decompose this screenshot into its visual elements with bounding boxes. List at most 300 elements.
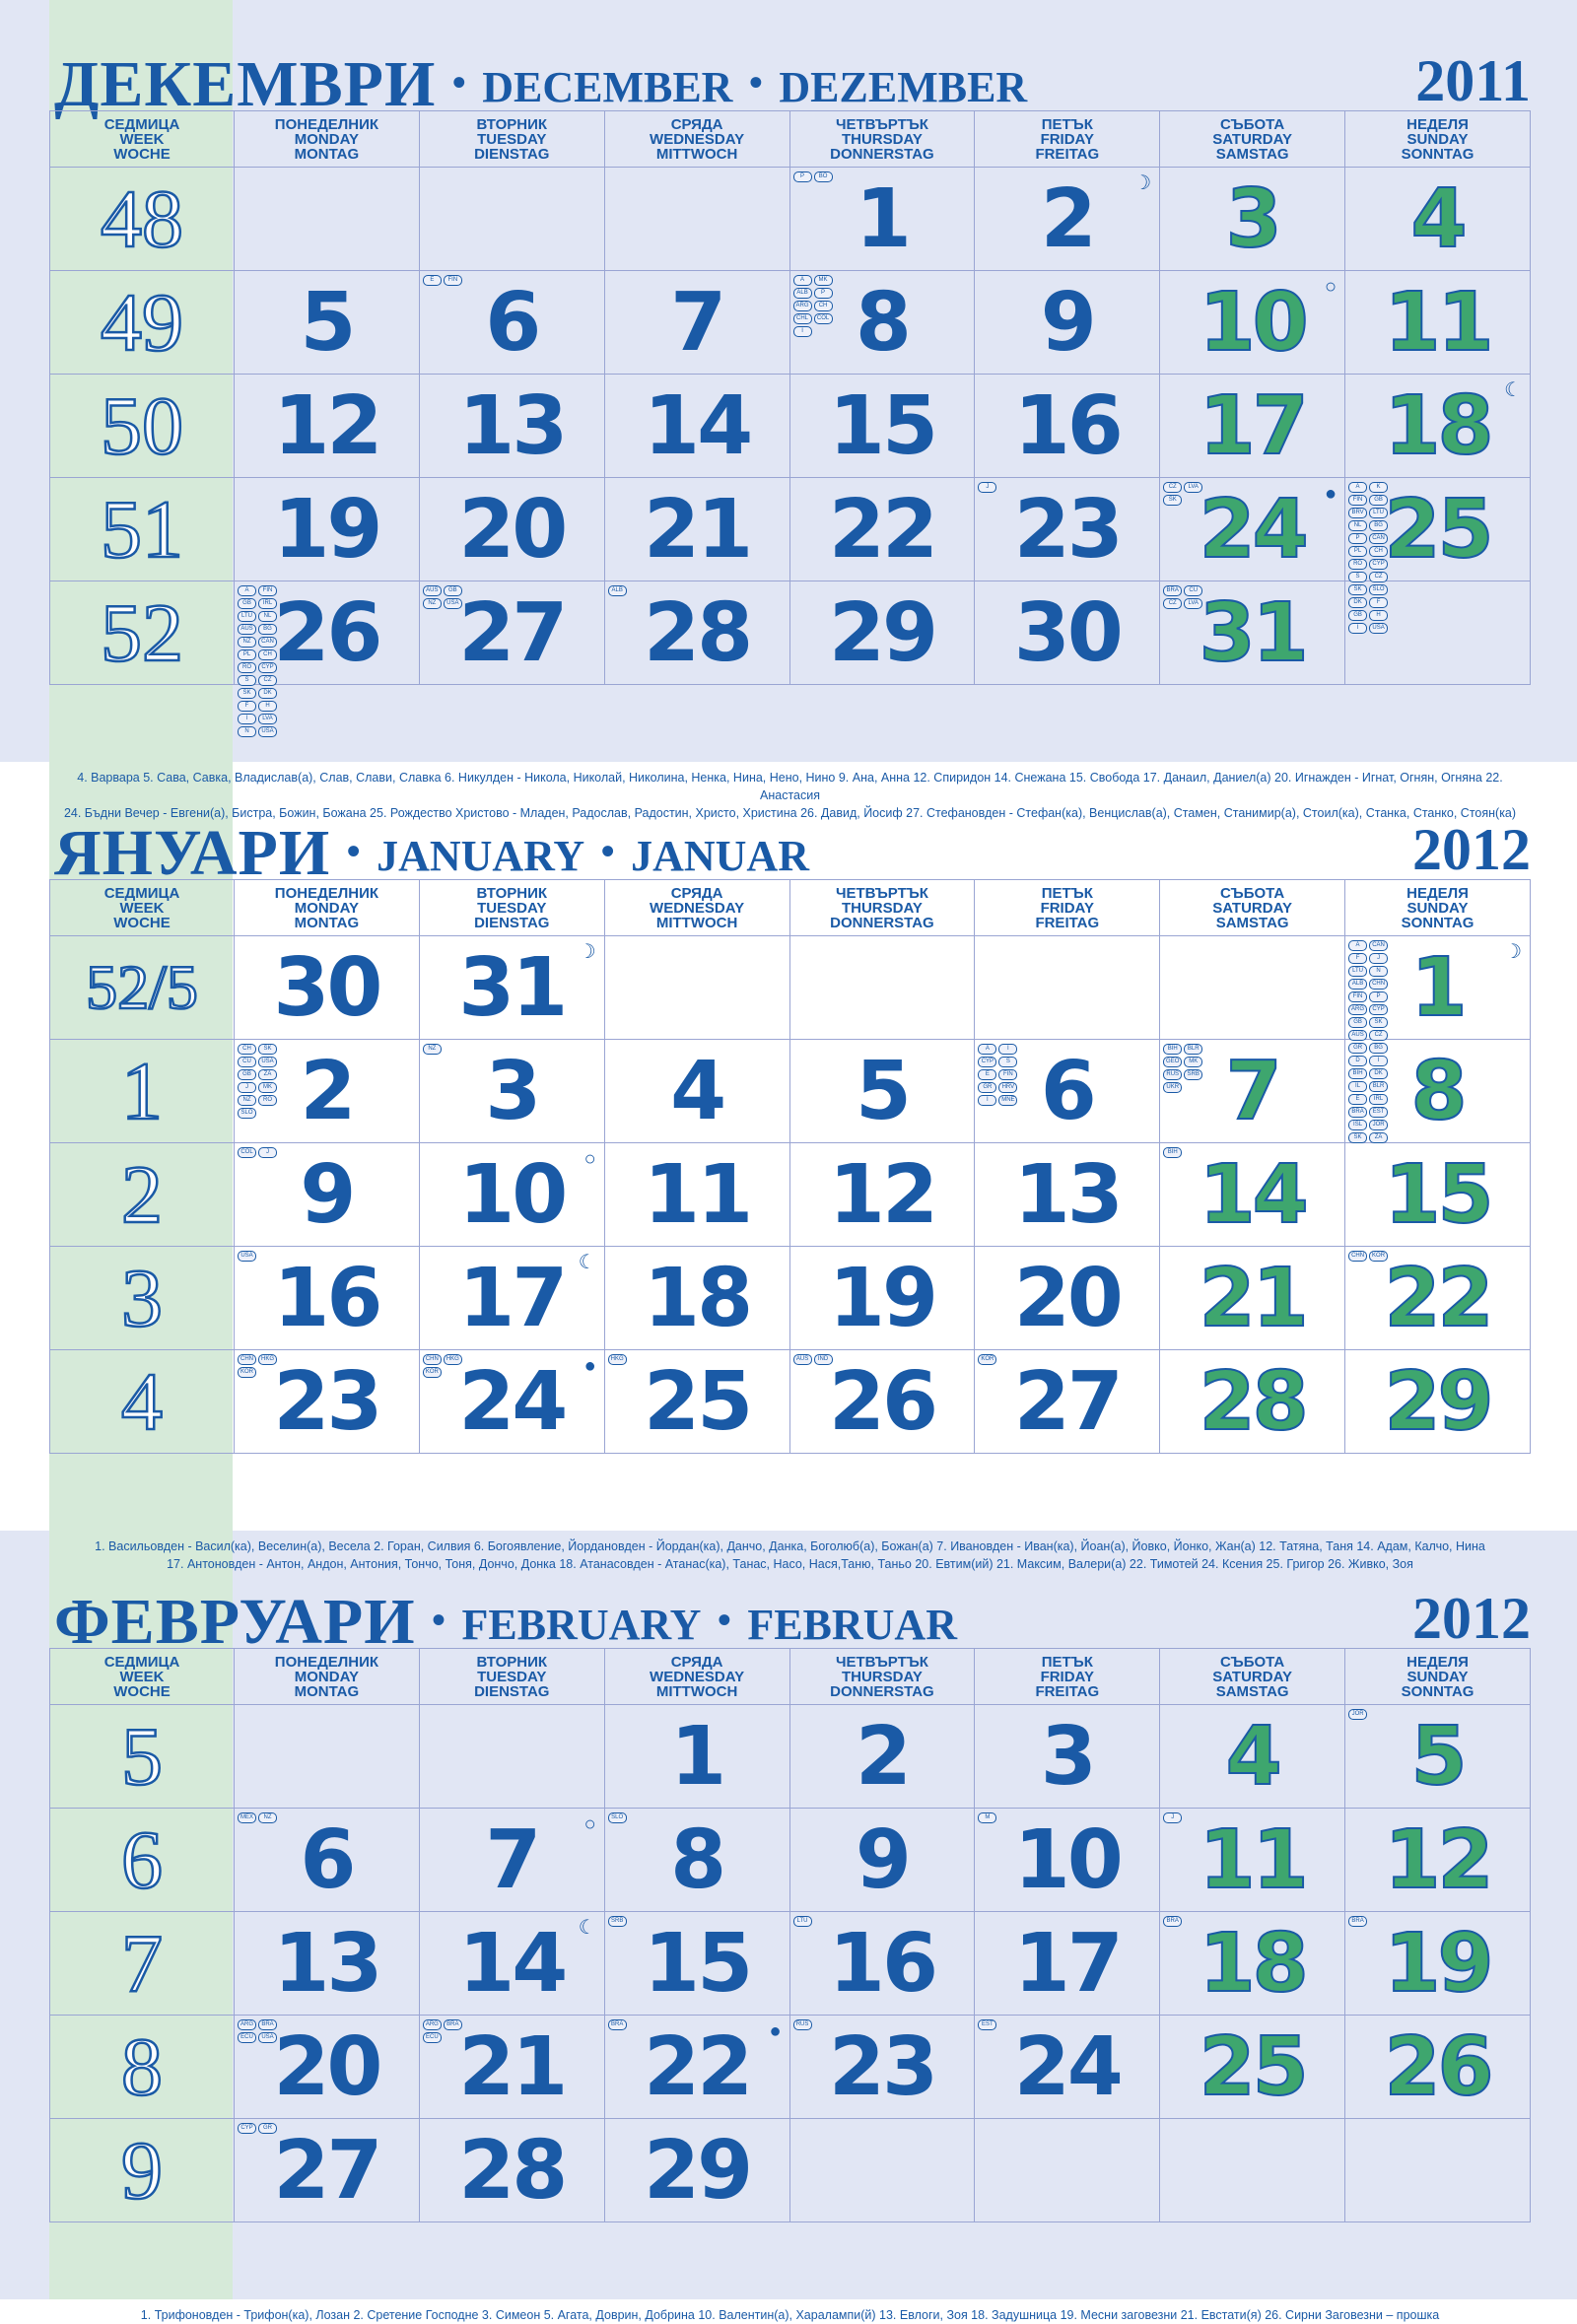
header-label-line: MONTAG (294, 914, 360, 931)
country-code-badge: S (998, 1057, 1017, 1067)
country-code-badge: BRA (1163, 585, 1182, 596)
header-label-line: ВТОРНИК (476, 884, 548, 902)
day-cell[interactable] (975, 1705, 1160, 1809)
week-number-cell (50, 478, 235, 581)
country-code-badge: MNE (998, 1095, 1017, 1106)
day-cell[interactable] (235, 1143, 420, 1247)
day-number: 18 (644, 1252, 751, 1345)
country-code-badge: N (1369, 966, 1388, 977)
day-number: 5 (855, 1045, 909, 1138)
country-code-badge: JOR (1369, 1120, 1388, 1130)
header-label-line: ЧЕТВЪРТЪК (835, 1653, 928, 1671)
month-name-en: FEBRUARY (461, 1601, 702, 1649)
day-cell[interactable] (419, 375, 604, 478)
moon-phase-icon: ☽ (578, 941, 596, 963)
country-code-badge: AUS (793, 1354, 812, 1365)
day-cell[interactable] (235, 581, 420, 734)
header-label-line: FREITAG (1035, 1682, 1100, 1700)
country-code-badge: DK (1369, 1068, 1388, 1079)
day-cell[interactable] (1160, 168, 1345, 271)
country-code-badge: SRB (1184, 1069, 1202, 1080)
name-days-line: 24. Бъдни Вечер - Евгени(а), Бистра, Божин, Божана 25. Рождество Христово - Младен, Радослав, Радостин, Христо, Христина 26. Давид, Йосиф 27. Стефановден - Стефан(ка), Венцислав(а), Стамен, Станимир(а), Стоил(ка), Станка, Станко, Стоян(ка) (63, 806, 1517, 820)
day-number: 13 (1013, 1148, 1121, 1242)
day-number: 9 (855, 1813, 909, 1907)
day-cell[interactable] (975, 478, 1160, 581)
country-code-badge: F (1369, 597, 1388, 608)
calendar-grid (49, 1648, 1531, 2222)
day-cell[interactable] (235, 1705, 420, 1809)
country-code-badge: NZ (423, 598, 442, 609)
month-name-bg: ДЕКЕМВРИ (54, 48, 437, 120)
day-cell[interactable] (789, 375, 975, 478)
day-cell[interactable] (789, 1143, 975, 1247)
country-code-badge: CH (238, 1044, 256, 1055)
header-label-line: ПОНЕДЕЛНИК (274, 884, 379, 902)
country-code-badge: E (1348, 1094, 1367, 1105)
day-cell[interactable] (789, 1912, 975, 2016)
moon-phase-icon: ○ (1324, 276, 1337, 298)
weekend-day-number: 26 (1384, 2020, 1491, 2114)
header-monday (235, 111, 420, 168)
day-number: 6 (485, 276, 539, 370)
week-row (50, 375, 1531, 478)
country-code-badge: A (978, 1044, 996, 1055)
day-cell[interactable] (419, 1809, 604, 1912)
day-cell[interactable] (1345, 271, 1531, 375)
title-separator: • (432, 1598, 446, 1642)
day-cell[interactable] (604, 375, 789, 478)
country-code-badge: ZA (1369, 1132, 1388, 1143)
day-cell[interactable] (789, 1247, 975, 1350)
day-cell[interactable] (1345, 1040, 1531, 1143)
country-code-badge: BLR (1369, 1081, 1388, 1092)
country-code-badge: AUS (238, 624, 256, 635)
header-thursday (789, 1649, 975, 1705)
week-number: 9 (121, 2124, 163, 2217)
day-cell[interactable] (235, 478, 420, 581)
country-code-badge: GB (444, 585, 462, 596)
country-code-badge: SLO (238, 1108, 256, 1119)
country-code-badge: A (1348, 482, 1367, 493)
day-cell[interactable] (235, 2016, 420, 2119)
day-cell[interactable] (235, 168, 420, 271)
country-code-badge: SK (1369, 1017, 1388, 1028)
header-label-line: MONDAY (294, 130, 360, 148)
weekend-day-number: 8 (1410, 1045, 1465, 1138)
day-cell[interactable] (419, 936, 604, 1040)
name-days-footer (59, 1538, 1521, 1573)
country-code-badge: BG (258, 624, 277, 635)
month-name-en: DECEMBER (482, 63, 733, 111)
day-number: 16 (1013, 379, 1121, 473)
day-cell[interactable] (789, 1705, 975, 1809)
day-cell[interactable] (789, 2119, 975, 2222)
day-cell[interactable] (1345, 168, 1531, 271)
day-cell[interactable] (419, 581, 604, 685)
header-friday (975, 1649, 1160, 1705)
week-number-cell (50, 1705, 235, 1809)
header-monday (235, 880, 420, 936)
day-cell[interactable] (975, 1809, 1160, 1912)
week-number-cell (50, 936, 235, 1040)
day-cell[interactable] (1160, 2119, 1345, 2222)
header-tuesday (419, 880, 604, 936)
header-label-line: TUESDAY (477, 1668, 547, 1685)
month-name-de: FEBRUAR (747, 1601, 957, 1649)
day-cell[interactable] (235, 1350, 420, 1454)
header-label-line: ПЕТЪК (1041, 884, 1093, 902)
day-cell[interactable] (419, 271, 604, 375)
day-cell[interactable] (975, 168, 1160, 271)
day-cell[interactable] (975, 581, 1160, 685)
day-number: 26 (273, 586, 380, 680)
country-code-badge: MK (1184, 1057, 1202, 1067)
day-cell[interactable] (235, 1040, 420, 1143)
day-cell[interactable] (789, 2016, 975, 2119)
day-number: 8 (855, 276, 909, 370)
day-number: 2 (300, 1045, 354, 1138)
day-cell[interactable] (1160, 478, 1345, 581)
day-cell[interactable] (789, 478, 975, 581)
week-number: 5 (121, 1710, 163, 1803)
day-cell[interactable] (235, 936, 420, 1040)
day-cell[interactable] (419, 478, 604, 581)
weekend-day-number: 29 (1384, 1355, 1491, 1449)
country-code-badge: NZ (238, 1095, 256, 1106)
title-separator: • (346, 829, 361, 873)
header-tuesday (419, 1649, 604, 1705)
header-label-line: WOCHE (113, 914, 171, 931)
country-code-badge: HKG (444, 1354, 462, 1365)
day-cell[interactable] (419, 2119, 604, 2222)
day-number: 17 (1013, 1917, 1121, 2011)
name-days-footer (59, 769, 1521, 822)
country-code-badge: CH (814, 301, 833, 311)
day-cell[interactable] (235, 271, 420, 375)
name-days-line: 17. Антоновден - Антон, Андон, Антония, Тончо, Тоня, Дончо, Донка 18. Атанасовден - Атанас(ка), Танас, Насо, Нася,Таню, Таньо 20. Евтим(ий) 21. Максим, Валери(а) 22. Тимотей 24. Ксения 25. Григор 26. Живко, Зоя (167, 1557, 1413, 1571)
country-code-badge: J (1369, 953, 1388, 964)
country-code-badge: IRL (1369, 1094, 1388, 1105)
day-number: 17 (458, 1252, 566, 1345)
day-cell[interactable] (604, 1247, 789, 1350)
day-number: 22 (828, 483, 936, 577)
day-cell[interactable] (235, 1247, 420, 1350)
day-cell[interactable] (604, 2119, 789, 2222)
country-code-badge: J (978, 482, 996, 493)
day-cell[interactable] (789, 581, 975, 685)
day-cell[interactable] (1345, 1705, 1531, 1809)
header-label-line: MONTAG (294, 145, 360, 163)
weekday-header-row (50, 111, 1531, 168)
header-label-line: СРЯДА (670, 884, 723, 902)
day-number: 2 (855, 1710, 909, 1804)
day-cell[interactable] (789, 168, 975, 271)
country-code-badge: NL (258, 611, 277, 622)
day-cell[interactable] (604, 581, 789, 685)
header-label-line: НЕДЕЛЯ (1406, 884, 1469, 902)
day-number: 31 (458, 941, 566, 1035)
country-code-badge: F (238, 701, 256, 712)
day-cell[interactable] (604, 168, 789, 271)
country-code-badge: RO (258, 1095, 277, 1106)
day-cell[interactable] (1160, 1143, 1345, 1247)
day-cell[interactable] (235, 2119, 420, 2222)
header-label-line: SUNDAY (1406, 1668, 1469, 1685)
day-cell[interactable] (604, 1705, 789, 1809)
header-label-line: WOCHE (113, 1682, 171, 1700)
country-code-badge: AUS (423, 585, 442, 596)
name-days-footer (59, 2306, 1521, 2324)
day-cell[interactable] (1160, 1350, 1345, 1454)
day-number: 28 (644, 586, 751, 680)
day-cell[interactable] (975, 1350, 1160, 1454)
title-separator: • (451, 60, 466, 104)
country-code-badge: CAN (1369, 533, 1388, 544)
day-number: 14 (644, 379, 751, 473)
day-number: 20 (458, 483, 566, 577)
country-code-badge: P (793, 171, 812, 182)
day-cell[interactable] (975, 936, 1160, 1040)
day-cell[interactable] (789, 1809, 975, 1912)
day-cell[interactable] (1160, 1912, 1345, 2016)
day-cell[interactable] (604, 1040, 789, 1143)
weekend-day-number: 4 (1225, 1710, 1279, 1804)
day-cell[interactable] (604, 2016, 789, 2119)
weekend-day-number: 24 (1199, 483, 1306, 577)
day-cell[interactable] (789, 271, 975, 375)
day-number: 14 (458, 1917, 566, 2011)
day-cell[interactable] (1160, 1809, 1345, 1912)
header-label-line: DIENSTAG (474, 1682, 550, 1700)
header-label-line: THURSDAY (841, 130, 923, 148)
day-number: 19 (828, 1252, 936, 1345)
header-label-line: DIENSTAG (474, 914, 550, 931)
country-code-badge: ISL (1348, 1120, 1367, 1130)
day-cell[interactable] (1160, 2016, 1345, 2119)
country-code-badge: LTU (1369, 508, 1388, 518)
day-cell[interactable] (975, 1040, 1160, 1143)
country-code-badge: I (998, 1044, 1017, 1055)
header-label-line: MONDAY (294, 899, 360, 917)
country-code-badge: GB (1348, 1017, 1367, 1028)
day-number: 10 (1013, 1813, 1121, 1907)
country-code-badge: EST (978, 2019, 996, 2030)
country-code-badge: BRA (1163, 1916, 1182, 1927)
day-cell[interactable] (1160, 936, 1345, 1040)
month-name-de: DEZEMBER (779, 63, 1028, 111)
country-code-badge: NZ (423, 1044, 442, 1055)
day-cell[interactable] (1345, 2016, 1531, 2119)
day-cell[interactable] (604, 1143, 789, 1247)
country-code-badge: IND (814, 1354, 833, 1365)
day-cell[interactable] (1345, 375, 1531, 478)
country-code-badge: I (793, 326, 812, 337)
country-code-badge: SK (1348, 1132, 1367, 1143)
country-code-badge: LTU (793, 1916, 812, 1927)
week-number: 51 (101, 483, 183, 576)
header-label-line: СЪБОТА (1220, 115, 1285, 133)
day-cell[interactable] (1345, 1809, 1531, 1912)
day-cell[interactable] (1160, 375, 1345, 478)
country-code-badge: BIH (1163, 1147, 1182, 1158)
day-cell[interactable] (235, 1912, 420, 2016)
day-cell[interactable] (1345, 1912, 1531, 2016)
day-cell[interactable] (604, 1912, 789, 2016)
country-code-badge: N (238, 726, 256, 737)
header-label-line: MITTWOCH (655, 1682, 738, 1700)
week-row (50, 1912, 1531, 2016)
day-number: 6 (1040, 1045, 1094, 1138)
country-code-badge: ALB (793, 288, 812, 299)
day-cell[interactable] (975, 375, 1160, 478)
name-days-line: 1. Васильовден - Васил(ка), Веселин(а), Весела 2. Горан, Силвия 6. Богоявление, Йордановден - Йордан(ка), Данчо, Данка, Боголюб(а), Божан(а) 7. Ивановден - Иван(ка), Йоан(а), Йовко, Йонко, Жан(а) 12. Татяна, Таня 14. Адам, Калчо, Нина (95, 1539, 1485, 1553)
country-code-badge: EST (1369, 1107, 1388, 1118)
week-number-cell (50, 168, 235, 271)
day-cell[interactable] (1345, 1247, 1531, 1350)
country-code-badge: USA (1369, 623, 1388, 634)
day-cell[interactable] (604, 936, 789, 1040)
day-number: 29 (828, 586, 936, 680)
weekend-day-number: 22 (1384, 1252, 1491, 1345)
country-code-badge: RO (1348, 559, 1367, 570)
header-label-line: SUNDAY (1406, 130, 1469, 148)
day-cell[interactable] (1345, 478, 1531, 631)
country-code-badge: CHL (793, 313, 812, 324)
day-number: 28 (458, 2124, 566, 2218)
header-wednesday (604, 1649, 789, 1705)
header-label-line: ПОНЕДЕЛНИК (274, 115, 379, 133)
day-number: 30 (1013, 586, 1121, 680)
day-cell[interactable] (1345, 936, 1531, 1140)
day-number: 9 (1040, 276, 1094, 370)
day-number: 7 (485, 1813, 539, 1907)
week-number-cell (50, 271, 235, 375)
day-cell[interactable] (419, 1705, 604, 1809)
day-number: 1 (670, 1710, 724, 1804)
day-cell[interactable] (419, 1247, 604, 1350)
header-wednesday (604, 880, 789, 936)
day-cell[interactable] (1160, 1247, 1345, 1350)
weekend-day-number: 17 (1199, 379, 1306, 473)
country-code-badge: J (238, 1082, 256, 1093)
week-number-cell (50, 375, 235, 478)
weekend-day-number: 18 (1199, 1917, 1306, 2011)
day-cell[interactable] (975, 2119, 1160, 2222)
country-code-badge: KOR (423, 1367, 442, 1378)
week-row (50, 581, 1531, 685)
country-code-badge: K (1369, 482, 1388, 493)
header-label-line: WEEK (119, 130, 165, 148)
week-number-cell (50, 1040, 235, 1143)
day-cell[interactable] (419, 1040, 604, 1143)
weekend-day-number: 18 (1384, 379, 1491, 473)
country-code-badge: GR (1348, 1043, 1367, 1054)
country-code-badge: CU (1184, 585, 1202, 596)
day-cell[interactable] (789, 1350, 975, 1454)
day-cell[interactable] (975, 1247, 1160, 1350)
country-code-badge: F (1348, 953, 1367, 964)
day-cell[interactable] (419, 168, 604, 271)
day-cell[interactable] (419, 1912, 604, 2016)
country-code-badge: ALB (1348, 979, 1367, 990)
country-code-badge: FIN (258, 585, 277, 596)
day-cell[interactable] (604, 478, 789, 581)
header-label-line: СЕДМИЦА (103, 884, 180, 902)
day-cell[interactable] (975, 1912, 1160, 2016)
country-code-badge: MEX (238, 1812, 256, 1823)
country-code-badge: COL (814, 313, 833, 324)
name-days-line: 4. Варвара 5. Сава, Савка, Владислав(а), Слав, Слави, Славка 6. Никулден - Никола, Николай, Николина, Ненка, Нина, Нено, Нино 9. Ана, Анна 12. Спиридон 14. Снежана 15. Свобода 17. Данаил, Даниел(а) 20. Игнажден - Игнат, Огнян, Огняна 22. Анастасия (77, 771, 1503, 802)
week-number-cell (50, 2016, 235, 2119)
country-code-badge: USA (444, 598, 462, 609)
day-cell[interactable] (419, 1350, 604, 1454)
day-cell[interactable] (975, 1143, 1160, 1247)
week-row (50, 2016, 1531, 2119)
moon-phase-icon: ☽ (1133, 172, 1152, 194)
day-cell[interactable] (1160, 271, 1345, 375)
title-separator: • (748, 60, 763, 104)
week-number-cell (50, 2119, 235, 2222)
country-code-badge: CZ (258, 675, 277, 686)
weekend-day-number: 19 (1384, 1917, 1491, 2011)
country-code-badge: CYP (258, 662, 277, 673)
header-label-line: СЪБОТА (1220, 884, 1285, 902)
day-cell[interactable] (789, 936, 975, 1040)
day-cell[interactable] (1345, 1143, 1531, 1247)
day-cell[interactable] (1345, 1350, 1531, 1454)
country-code-badge: SK (1163, 495, 1182, 506)
day-cell[interactable] (1345, 581, 1531, 685)
day-cell[interactable] (419, 2016, 604, 2119)
country-code-badge: GB (238, 1069, 256, 1080)
day-number: 9 (300, 1148, 354, 1242)
header-monday (235, 1649, 420, 1705)
header-label-line: THURSDAY (841, 899, 923, 917)
weekend-day-number: 15 (1384, 1148, 1491, 1242)
country-code-badge: BLR (1184, 1044, 1202, 1055)
day-cell[interactable] (1345, 2119, 1531, 2222)
country-code-badge: MK (258, 1082, 277, 1093)
country-code-badge: AUS (1348, 1030, 1367, 1041)
day-cell[interactable] (604, 1809, 789, 1912)
country-code-badge: CYP (1369, 559, 1388, 570)
day-number: 24 (1013, 2020, 1121, 2114)
header-label-line: SONNTAG (1401, 1682, 1474, 1700)
day-cell[interactable] (975, 271, 1160, 375)
day-cell[interactable] (1160, 581, 1345, 685)
day-cell[interactable] (1160, 1705, 1345, 1809)
country-code-badge: ARG (423, 2019, 442, 2030)
country-code-badge: FIN (444, 275, 462, 286)
country-code-badge: CZ (1369, 572, 1388, 582)
day-cell[interactable] (975, 2016, 1160, 2119)
day-cell[interactable] (419, 1143, 604, 1247)
day-cell[interactable] (1160, 1040, 1345, 1143)
weekend-day-number: 31 (1199, 586, 1306, 680)
country-code-badge: GR (978, 1082, 996, 1093)
day-cell[interactable] (235, 375, 420, 478)
header-label-line: ПОНЕДЕЛНИК (274, 1653, 379, 1671)
day-cell[interactable] (789, 1040, 975, 1143)
header-label-line: FRIDAY (1040, 899, 1095, 917)
day-cell[interactable] (235, 1809, 420, 1912)
header-label-line: SONNTAG (1401, 145, 1474, 163)
country-code-badge: LVA (1184, 482, 1202, 493)
day-cell[interactable] (604, 1350, 789, 1454)
weekend-day-number: 10 (1199, 276, 1306, 370)
day-cell[interactable] (604, 271, 789, 375)
day-number: 29 (644, 2124, 751, 2218)
